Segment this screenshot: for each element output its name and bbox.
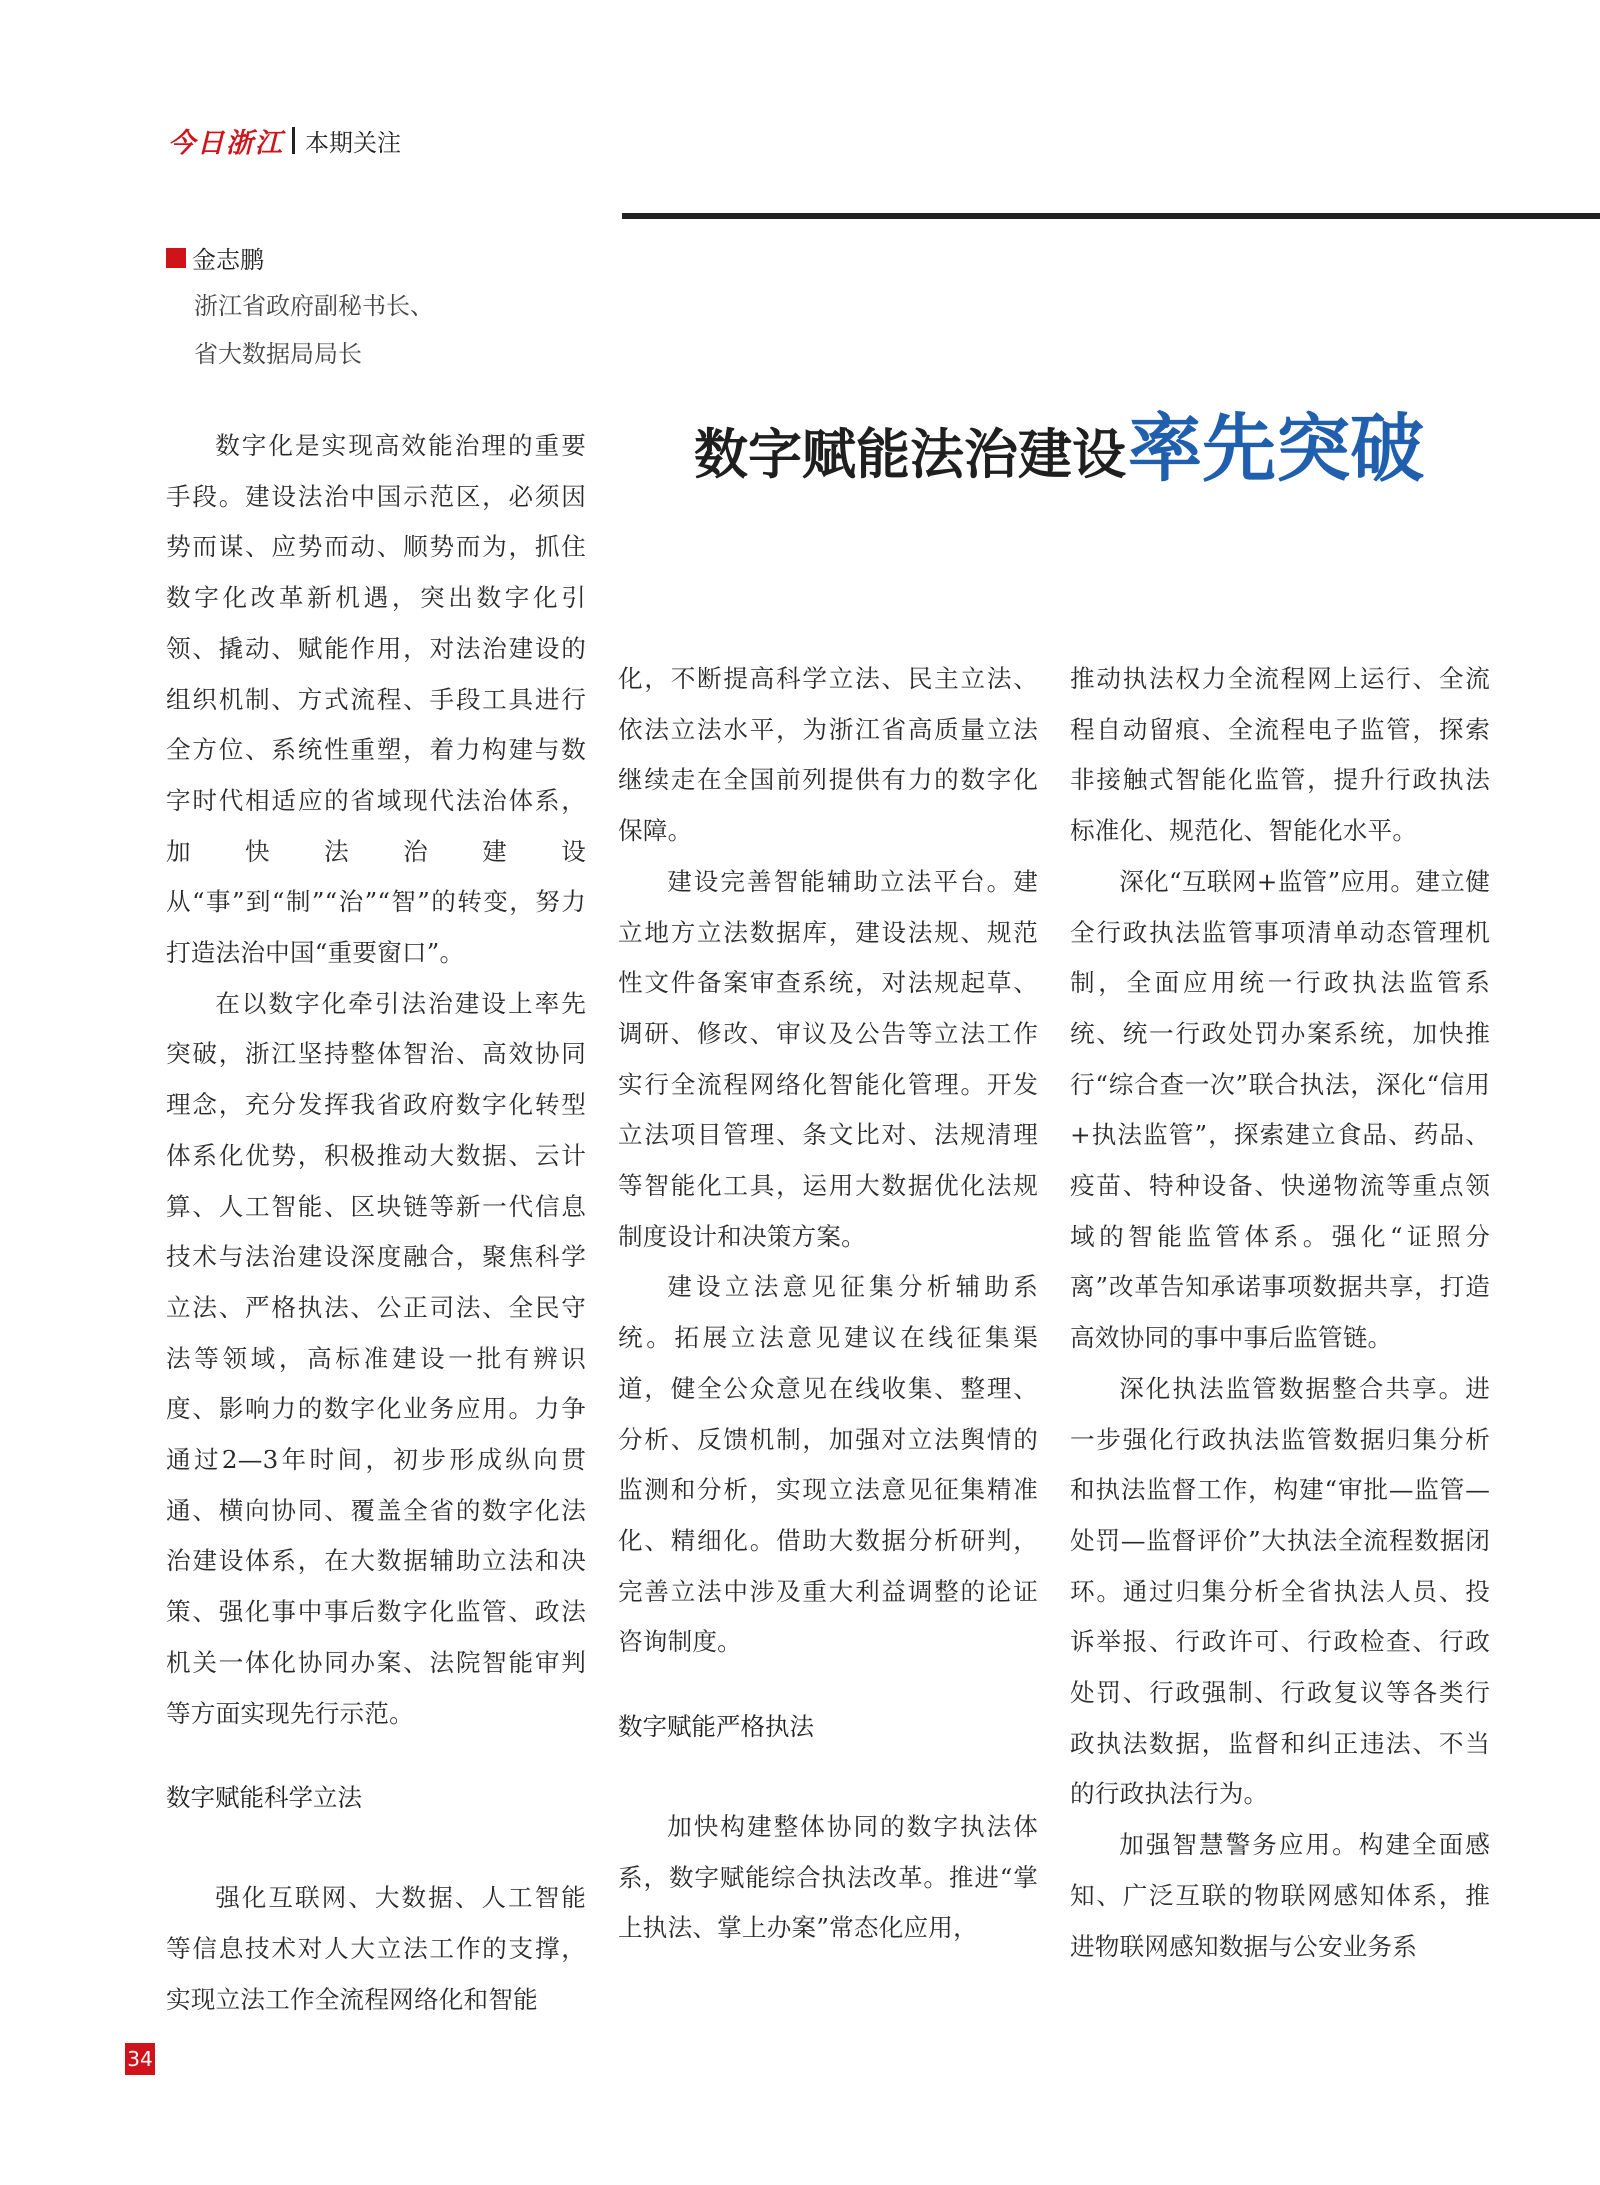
page-number: 34 [125, 2043, 155, 2075]
red-square-icon [166, 248, 186, 268]
masthead-divider [292, 127, 295, 154]
section-label: 本期关注 [305, 128, 401, 157]
paragraph: 化，不断提高科学立法、民主立法、依法立法水平，为浙江省高质量立法继续走在全国前列提供有力的数字化保障。 [618, 664, 1038, 846]
author-name: 金志鹏 [192, 246, 264, 274]
section-heading: 数字赋能科学立法 [166, 1783, 362, 1813]
author-byline [166, 240, 264, 275]
paragraph: 推动执法权力全流程网上运行、全流程自动留痕、全流程电子监管，探索非接触式智能化监管，提升行政执法标准化、规范化、智能化水平。 [1070, 664, 1490, 846]
author-title-line2: 省大数据局局长 [194, 340, 362, 368]
paragraph: 在以数字化牵引法治建设上率先突破，浙江坚持整体智治、高效协同理念，充分发挥我省政府数字化转型体系化优势，积极推动大数据、云计算、人工智能、区块链等新一代信息技术与法治建设深度融合，聚焦科学立法、严格执法、公正司法、全民守法等领域，高标准建设一批有辨识度、影响力的数字化业务应用。力争通过2—3年时间，初步形成纵向贯通、横向协同、覆盖全省的数字化法治建设体系，在大数据辅助立法和决策、强化事中事后数字化监管、政法机关一体化协同办案、法院智能审判等方面实现先行示范。 [166, 988, 586, 1728]
paragraph: 建设完善智能辅助立法平台。建立地方立法数据库，建设法规、规范性文件备案审查系统，对法规起草、调研、修改、审议及公告等立法工作实行全流程网络化智能化管理。开发立法项目管理、条文比对、法规清理等智能化工具，运用大数据优化法规制度设计和决策方案。 [618, 866, 1038, 1251]
author-title-line1: 浙江省政府副秘书长、 [194, 292, 434, 320]
column-1 [166, 421, 586, 2025]
section-heading: 数字赋能严格执法 [618, 1712, 814, 1742]
paragraph: 加快构建整体协同的数字执法体系，数字赋能综合执法改革。推进“掌上执法、掌上办案”常态化应用， [618, 1812, 1038, 1943]
paragraph: 强化互联网、大数据、人工智能等信息技术对人大立法工作的支撑，实现立法工作全流程网络化和智能 [166, 1883, 586, 2014]
article-title-highlight: 率先突破 [1128, 406, 1424, 492]
paragraph: 深化执法监管数据整合共享。进一步强化行政执法监管数据归集分析和执法监督工作，构建“审批—监管—处罚—监督评价”大执法全流程数据闭环。通过归集分析全省执法人员、投诉举报、行政许可、行政检查、行政处罚、行政强制、行政复议等各类行政执法数据，监督和纠正违法、不当的行政执法行为。 [1070, 1373, 1490, 1809]
paragraph: 深化“互联网+监管”应用。建立健全行政执法监管事项清单动态管理机制，全面应用统一行政执法监管系统、统一行政处罚办案系统，加快推行“综合查一次”联合执法，深化“信用+执法监管”，探索建立食品、药品、疫苗、特种设备、快递物流等重点领域的智能监管体系。强化“证照分离”改革告知承诺事项数据共享，打造高效协同的事中事后监管链。 [1070, 866, 1490, 1353]
paragraph: 建设立法意见征集分析辅助系统。拓展立法意见建议在线征集渠道，健全公众意见在线收集、整理、分析、反馈机制，加强对立法舆情的监测和分析，实现立法意见征集精准化、精细化。借助大数据分析研判，完善立法中涉及重大利益调整的论证咨询制度。 [618, 1272, 1038, 1657]
column-2 [618, 654, 1038, 1954]
paragraph: 加强智慧警务应用。构建全面感知、广泛互联的物联网感知体系，推进物联网感知数据与公安业务系 [1070, 1830, 1490, 1961]
article-title-main: 数字赋能法治建设 [694, 422, 1126, 486]
paragraph: 数字化是实现高效能治理的重要手段。建设法治中国示范区，必须因势而谋、应势而动、顺势而为，抓住数字化改革新机遇，突出数字化引领、撬动、赋能作用，对法治建设的组织机制、方式流程、手段工具进行全方位、系统性重塑，着力构建与数字时代相适应的省域现代法治体系，加快法治建设从“事”到“制”“治”“智”的转变，努力打造法治中国“重要窗口”。 [166, 431, 586, 968]
top-rule [622, 213, 1600, 219]
masthead [168, 122, 401, 158]
magazine-logo: 今日浙江 [168, 127, 284, 159]
column-3 [1070, 654, 1490, 1972]
